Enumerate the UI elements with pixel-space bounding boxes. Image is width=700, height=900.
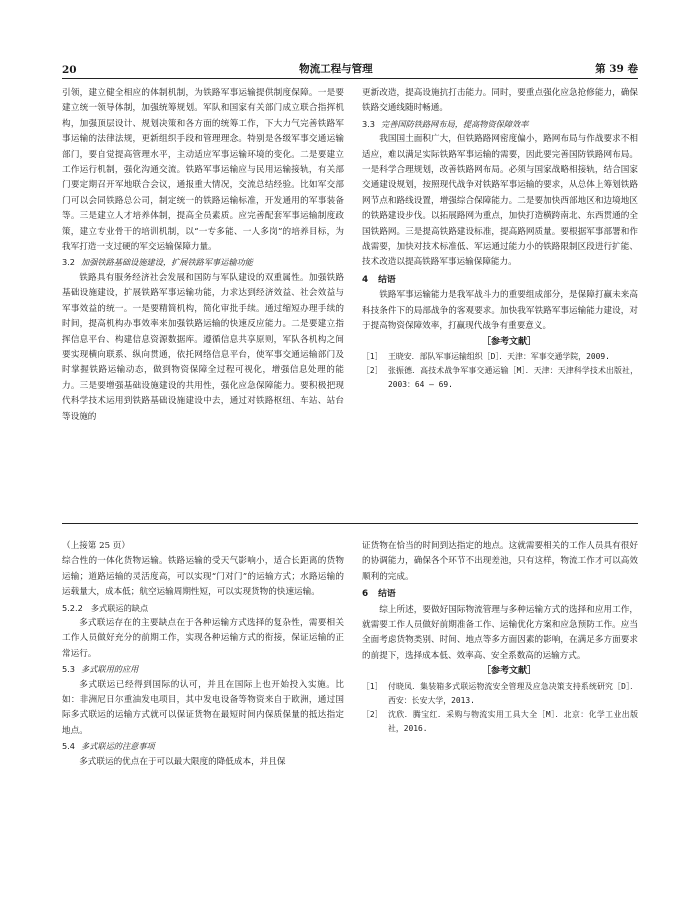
section-title: 完善国防铁路网布局，提高物资保障效率	[381, 118, 529, 129]
section-title: 多式联用的应用	[81, 664, 139, 675]
section-title: 结语	[378, 589, 396, 600]
section-heading-conclusion	[362, 273, 638, 288]
body-paragraph: 多式联运存在的主要缺点在于各种运输方式选择的复杂性，需要相关工作人员做好充分的前期工作，实现各种运输方式的衔接，保证运输的正常运行。	[62, 618, 344, 659]
body-paragraph: 引领，建立健全相应的体制机制，为铁路军事运输提供制度保障。一是要建立统一领导体制，加强统筹规划。军队和国家有关部门成立联合指挥机构，加强顶层设计、规划决策和各方面的统筹工作，下大力气完善铁路军事运输的法律法规，更新组织手段和管理理念。特别是各级军事交通运输部门，要自觉提高管理水平，主动适应军事运输环境的变化。二是要建立工作运行机制，强化沟通交流。铁路军事运输应与民用运输接轨，有关部门要定期召开军地联合会议，通报重大情况，交流总结经验。比如军交部门可以会同铁路总公司，制定统一的铁路运输标准，开发通用的军事装备等。三是建立人才培养体制，提高全员素质。应完善配套军事运输制度政策，建立专业骨干的培训机制，以“一专多能、一人多岗”的培养目标，为我军打造一支过硬的军交运输保障力量。	[62, 88, 344, 253]
reference-item	[362, 708, 638, 736]
section-heading-5-3	[62, 662, 344, 677]
section-number: 6	[362, 589, 369, 600]
reference-text: 张振德．高技术战争军事交通运输［M］．天津：天津科学技术出版社，2003：64 – 69.	[388, 365, 638, 389]
running-header	[62, 58, 638, 79]
volume-label: 第 39 卷	[595, 63, 638, 75]
section-number: 3.3	[362, 118, 376, 129]
section-heading-3-3	[362, 117, 638, 132]
section-number: 5.4	[62, 741, 76, 752]
section-heading-conclusion	[362, 587, 638, 602]
journal-title: 物流工程与管理	[299, 63, 373, 75]
reference-text: 付晓凤．集装箱多式联运物流安全管理及应急决策支持系统研究［D］．西安：长安大学，2013.	[388, 681, 638, 705]
reference-text: 王晓安．部队军事运输组织［D］．天津：军事交通学院，2009.	[388, 351, 610, 361]
section-heading-5-2-2	[62, 601, 344, 616]
top-article-left-column	[62, 86, 344, 425]
section-title: 结语	[378, 274, 396, 285]
body-paragraph: 我国国土面积广大，但铁路路网密度偏小，路网布局与作战要求不相适应，难以满足实际铁路军事运输的需要，因此要完善国防铁路网布局。一是科学合理规划，改善铁路网布局。必须与国家战略相接轨，结合国家交通建设规划，按照现代战争对铁路军事运输的要求，从总体上筹划铁路网节点和路线设置，增强综合保障能力。二是要加快西部地区和边境地区的铁路建设步伐。以拓展路网为重点，加快打造横跨南北、东西贯通的全国铁路网。三是提高铁路建设标准，提高路网质量。要根据军事部署和作战需要，加快对技术标准低、军运通过能力小的铁路限制区段进行扩能、技术改造以提高铁路军事运输保障能力。	[362, 134, 638, 268]
references-heading: ［参考文献］	[481, 666, 536, 677]
continuation-note: （上接第 25 页）	[62, 541, 130, 551]
article-divider	[62, 523, 638, 524]
reference-item	[362, 364, 638, 392]
reference-number: ［2］	[362, 709, 383, 719]
reference-text: 沈欣．腾宝红．采购与物流实用工具大全［M］．北京：化学工业出版社，2016.	[388, 709, 638, 733]
body-paragraph: 综合性的一体化货物运输。铁路运输的受天气影响小，适合长距离的货物运输；道路运输的灵活度高，可以实现“门对门”的运输方式；水路运输的运载量大，成本低；航空运输周期性短，可以实现货物的快速运输。	[62, 556, 344, 598]
body-paragraph: 铁路具有服务经济社会发展和国防与军队建设的双重属性。加强铁路基础设施建设，扩展铁路军事运输功能，力求达到经济效益、社会效益与军事效益的统一。一是要精简机构，简化审批手续。通过缩短办理手续的时间，提高机构办事效率来加强铁路运输的快速反应能力。二是要建立指挥信息平台、构建信息资源数据库。遵循信息共享原则，军队各机构之间要实现横向联系、纵向贯通，依托网络信息平台，使军事交通运输部门及时掌握铁路运输动态，做到物资保障全过程可视化，增强信息处理的能力。三是要增强基础设施建设的共用性，强化应急保障能力。要积极把现代科学技术运用到铁路基础设施建设中去，通过对铁路枢纽、车站、站台等设施的	[62, 272, 344, 422]
section-number: 5.2.2	[62, 602, 83, 613]
bottom-article-right-column	[362, 539, 638, 736]
body-paragraph: 更新改造，提高设施抗打击能力。同时，要重点强化应急抢修能力，确保铁路交通线随时畅通。	[362, 88, 638, 114]
reference-number: ［2］	[362, 365, 383, 375]
body-paragraph: 多式联运的优点在于可以最大限度的降低成本，并且保	[79, 756, 286, 767]
reference-item	[362, 680, 638, 708]
reference-item	[362, 350, 638, 364]
section-heading-5-4	[62, 739, 344, 754]
bottom-article-left-column	[62, 539, 344, 770]
section-title: 多式联运的注意事项	[81, 741, 155, 752]
section-number: 5.3	[62, 664, 76, 675]
section-heading-3-2	[62, 255, 344, 270]
body-paragraph: 铁路军事运输能力是我军战斗力的重要组成部分，是保障打赢未来高科技条件下的局部战争的客观要求。加快我军铁路军事运输能力建设，对于提高物资保障效率，打赢现代战争有重要意义。	[362, 290, 638, 332]
page-number: 20	[62, 64, 77, 76]
section-number: 3.2	[62, 257, 76, 268]
top-article-right-column	[362, 86, 638, 392]
section-title: 多式联运的缺点	[90, 602, 149, 613]
body-paragraph: 证货物在恰当的时间到达指定的地点。这就需要相关的工作人员具有很好的协调能力，确保各个环节不出现差池，只有这样，物流工作才可以高效顺利的完成。	[362, 541, 638, 582]
references-heading: ［参考文献］	[481, 336, 536, 347]
section-title: 加强铁路基础设施建设，扩展铁路军事运输功能	[81, 257, 253, 268]
reference-number: ［1］	[362, 351, 383, 361]
body-paragraph: 多式联运已经得到国际的认可，并且在国际上也开始投入实施。比如：非洲尼日尔重油发电项目，其中发电设备等物资来自于欧洲，通过国际多式联运的运输方式就可以保证货物在最短时间内保质保量的抵达指定地点。	[62, 679, 344, 736]
body-paragraph: 综上所述，要做好国际物流管理与多种运输方式的选择和应用工作，就需要工作人员做好前期准备工作、运输优化方案和应急预防工作。应当全面考虑货物类别、时间、地点等多方面因素的影响，在满足多方面要求的前提下，选择成本低、效率高、安全系数高的运输方式。	[362, 604, 638, 661]
reference-number: ［1］	[362, 681, 383, 691]
section-number: 4	[362, 274, 369, 285]
